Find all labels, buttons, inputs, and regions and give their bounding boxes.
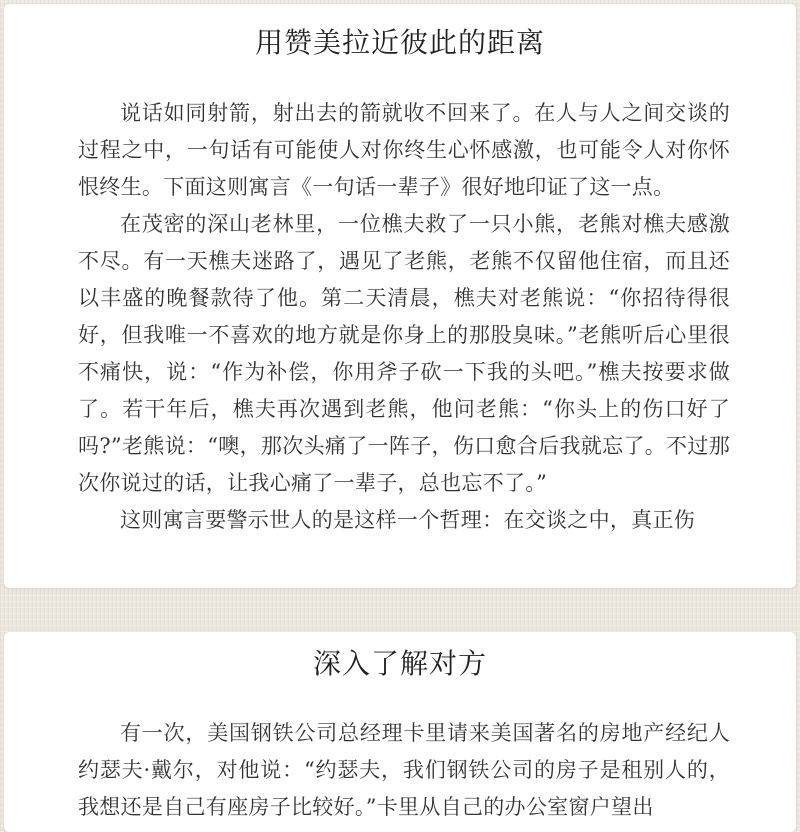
- article-body: [78, 715, 730, 826]
- article-card-1: [4, 4, 796, 588]
- section-title: 用赞美拉近彼此的距离: [254, 26, 545, 59]
- paragraph: 说话如同射箭，射出去的箭就收不回来了。在人与人之间交谈的过程之中，一句话有可能使人对你终生心怀感激，也可能令人对你怀恨终生。下面这则寓言《一句话一辈子》很好地印证了这一点。: [78, 101, 730, 199]
- article-card-2: [4, 632, 796, 832]
- paragraph: 这则寓言要警示世人的是这样一个哲理：在交谈之中，真正伤: [120, 508, 696, 532]
- paragraph: 在茂密的深山老林里，一位樵夫救了一只小熊，老熊对樵夫感激不尽。有一天樵夫迷路了，遇见了老熊，老熊不仅留他住宿，而且还以丰盛的晚餐款待了他。第二天清晨，樵夫对老熊说：“你招待得很好，但我唯一不喜欢的地方就是你身上的那股臭味。”老熊听后心里很不痛快，说：“作为补偿，你用斧子砍一下我的头吧。”樵夫按要求做了。若干年后，樵夫再次遇到老熊，他问老熊：“你头上的伤口好了吗?”老熊说：“噢，那次头痛了一阵子，伤口愈合后我就忘了。不过那次你说过的话，让我心痛了一辈子，总也忘不了。”: [78, 212, 730, 495]
- section-title: 深入了解对方: [312, 647, 487, 680]
- paragraph: 有一次，美国钢铁公司总经理卡里请来美国著名的房地产经纪人约瑟夫·戴尔，对他说：“约瑟夫，我们钢铁公司的房子是租别人的，我想还是自己有座房子比较好。”卡里从自己的办公室窗户望出: [78, 721, 730, 819]
- article-body: [78, 95, 730, 539]
